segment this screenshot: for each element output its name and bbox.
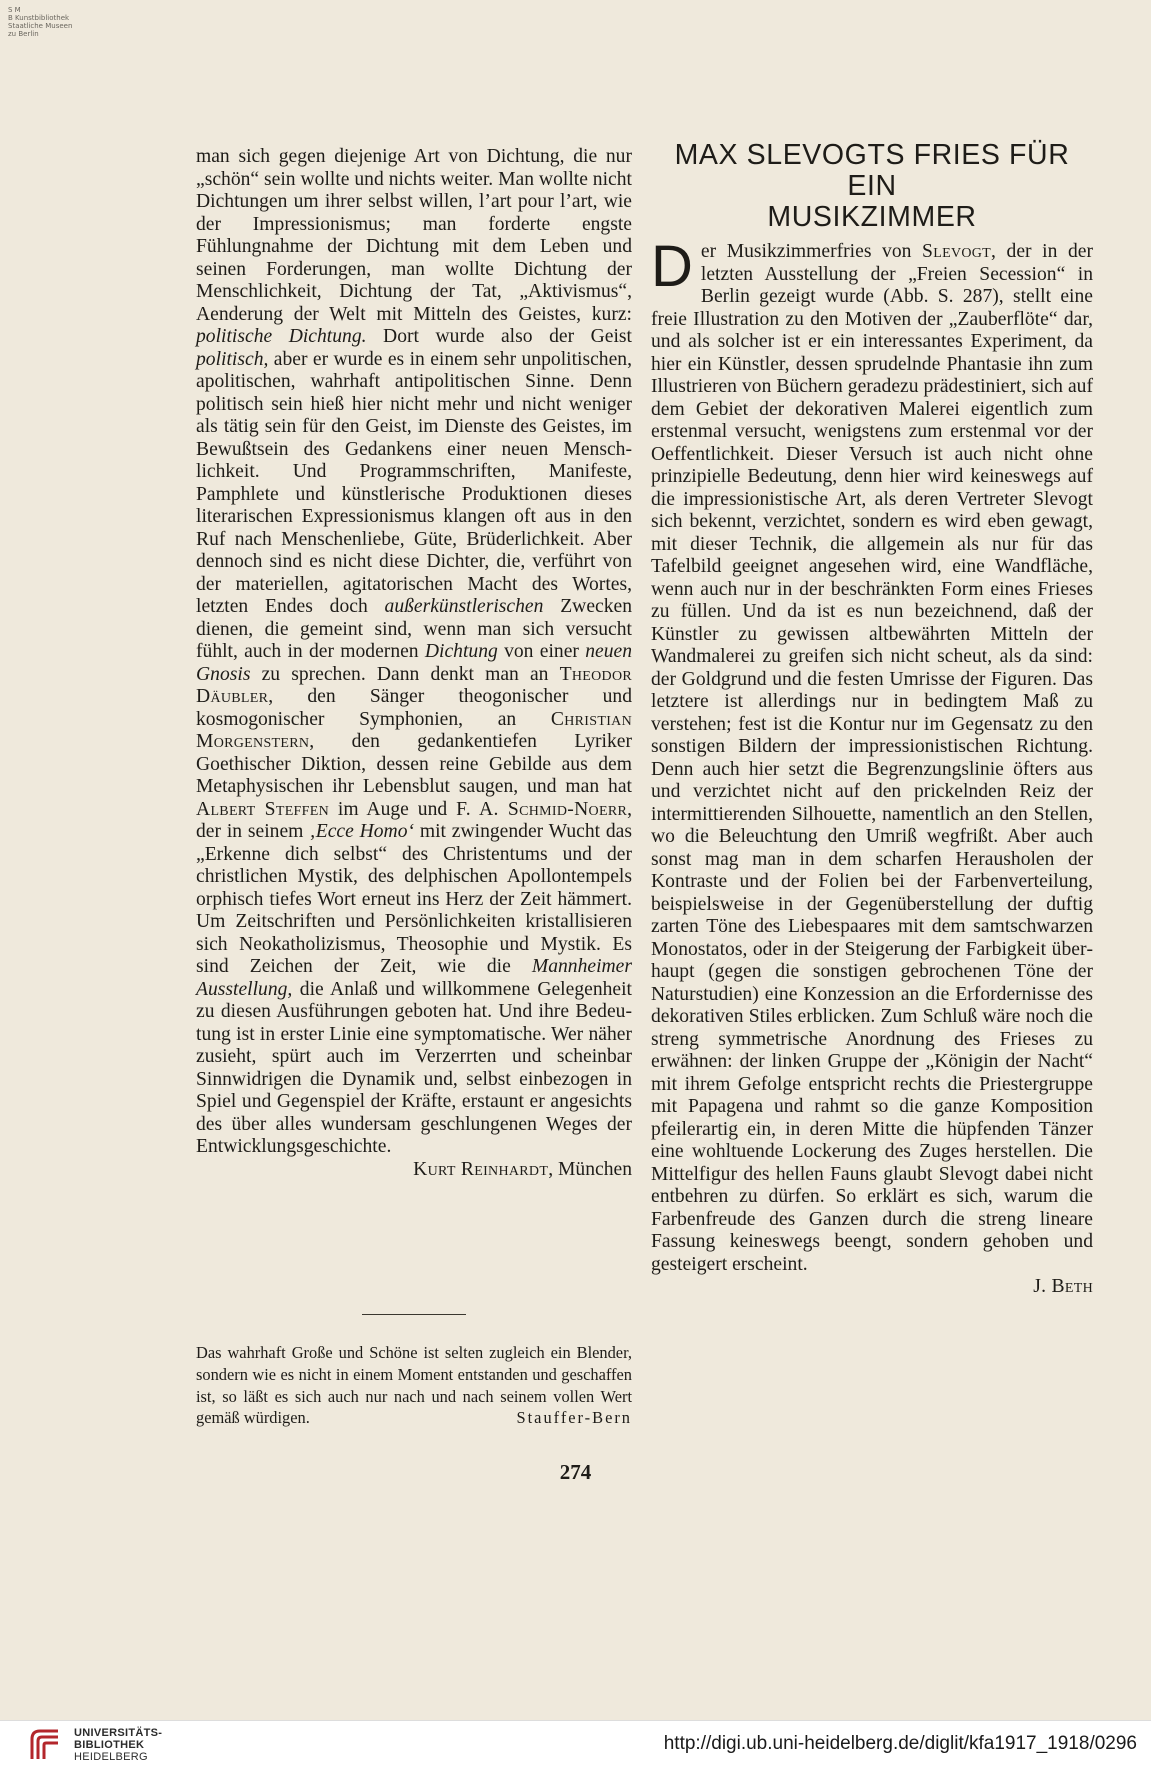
quote-author: Stauffer-Bern [516, 1408, 632, 1428]
right-article-text: Der Musikzimmerfries von Slevogt, der in der letzten Ausstellung der „Freien Secession“ in Berlin gezeigt wurde (Abb. S. 287), stellt eine freie Illustration zu den Motiven der „Zauberflöte“ dar, und als solcher ist er ein interessantes Experiment, da hier ein Künstler, dessen sprudelnde Phantasie ihn zum Illustrieren von Büchern geradezu prädestiniert, sich auf dem Gebiet der dekorativen Malerei eigentlich zum erstenmal versucht, wenigstens zum erstenmal vor der Oeffentlichkeit. Dieser Versuch ist auch nicht ohne prinzipielle Bedeutung, denn hier wird keineswegs auf die impressionistische Art, als deren Vertreter Slevogt sich bekennt, verzichtet, sondern es wird eben gewagt, mit dieser Technik, die allgemein als nur für das Tafelbild geeignet angesehen wird, eine Wandfläche, wenn auch nur in der beschränkten Form eines Frieses zu füllen. Und da ist es nun bezeichnend, daß der Künstler zu gewissen altbewährten Mitteln der Wandmalerei zu greifen sich nicht scheut, als da sind: der Goldgrund und die festen Umrisse der Figuren. Das letztere ist allerdings nur in bedingtem Maß zu verstehen; fest ist die Kontur nur im Gegensatz zu den sonstigen Bildern der impressionistischen Richtung. Denn auch hier setzt die Begrenzungslinie öfters aus und verzichtet nicht auf den prickelnden Reiz der intermittierenden Silhouette, namentlich an den Stellen, wo die Beleuchtung den Umriß wegfrißt. Aber auch sonst mag man in dem scharfen Herausholen der Kontraste und der Folien bei der Farbenverteilung, beispielsweise in der Gegenüberstellung der duftig zarten Töne des Liebespaares mit dem samtschwarzen Monostatos, oder in der Steigerung der Farbigkeit überhaupt (gegen die sonstigen gebrochenen Töne der Naturstudien) eine Konzession an die Erfordernisse des dekorativen Stiles erblicken. Zum Schluß wäre noch die streng symmetrische Anordnung des Frieses zu erwähnen: der linken Gruppe der „Königin der Nacht“ mit ihrem Gefolge entspricht rechts die Priestergruppe mit Papagena und rahmt so die ganze Komposition pfeilerartig ein, in deren Mitte die hüpfenden Tänzer eine wohltuende Lockerung des Zuges herstellen. Die Mittelfigur des hellen Fauns glaubt Slevogt dabei nicht entbehren zu dürfen. So erklärt es sich, warum die Farbenfreude des Ganzen durch die streng lineare Fassung keineswegs beengt, sondern gehoben und gesteigert erscheint. [651, 234, 1093, 1275]
quote-block: Das wahrhaft Große und Schöne ist selten zugleich ein Blender, sondern wie es nicht in einem Moment entstanden und geschaffen ist, so läßt es sich auch nur nach und nach seinem vollen Wert gemäß würdigen. Stauffer-Bern [196, 1343, 632, 1428]
drop-cap: D [651, 234, 693, 299]
library-stamp: S M B Kunstbibliothek Staatliche Museen zu Berlin [8, 6, 73, 38]
ub-heidelberg-logo-icon [26, 1725, 66, 1765]
footer-bar [0, 1720, 1151, 1769]
right-article-signature: J. Beth [1033, 1276, 1093, 1297]
left-column [196, 146, 632, 1181]
article-title: MAX SLEVOGTS FRIES FÜR EIN MUSIKZIMMER [674, 139, 1070, 233]
left-article-signature: Kurt Reinhardt, München [413, 1158, 632, 1180]
left-article-text: man sich gegen diejenige Art von Dichtung, die nur „schön“ sein wollte und nichts weiter. Man wollte nicht Dichtungen um ihrer selbst willen, l’art pour l’art, wie der Impressionismus; man forderte engste Fühlungnahme der Dichtung mit dem Leben und seinen Forderungen, man wollte Dichtung der Menschlichkeit, Dichtung der Tat, „Aktivismus“, Aenderung der Welt mit Mitteln des Geistes, kurz: politische Dichtung. Dort wurde also der Geist politisch, aber er wurde es in einem sehr unpolitischen, apolitischen, wahrhaft antipolitischen Sinne. Denn politisch sein hieß hier nicht mehr und nicht weniger als tätig sein für den Geist, im Dienste des Geistes, im Bewußtsein des Gedankens einer neuen Menschlichkeit. Und Programmschriften, Manifeste, Pamphlete und künstlerische Produktionen dieses literarischen Expressionismus klangen oft aus in den Ruf nach Menschenliebe, Güte, Brüderlichkeit. Aber dennoch sind es nicht diese Dichter, die, verführt von der materiellen, agitatorischen Macht des Wortes, letzten Endes doch außerkünstlerischen Zwecken dienen, die gemeint sind, wenn man sich versucht fühlt, auch in der modernen Dichtung von einer neuen Gnosis zu sprechen. Dann denkt man an Theodor Däubler, den Sänger theogonischer und kosmogonischer Symphonien, an Christian Morgenstern, den gedankentiefen Lyriker Goethischer Diktion, dessen reine Gebilde aus dem Metaphysischen ihr Lebensblut saugen, und man hat Albert Steffen im Auge und F. A. Schmid-Noerr, der in seinem ‚Ecce Homo‘ mit zwingender Wucht das „Erkenne dich selbst“ des Christentums und der christlichen Mystik, des delphischen Apollontempels orphisch tiefes Wort erneut ins Herz der Zeit hämmert. Um Zeitschriften und Persönlichkeiten kristallisieren sich Neokatholizismus, Theosophie und Mystik. Es sind Zeichen der Zeit, wie die Mannheimer Ausstellung, die Anlaß und willkommene Gelegenheit zu diesen Ausführungen geboten hat. Und ihre Bedeutung ist in erster Linie eine symptomatische. Wer näher zusieht, spürt auch im Verzerrten und scheinbar Sinnwidrigen die Dynamik und, selbst einbezogen in Spiel und Gegenspiel der Kräfte, erstaunt er angesichts des über alles wundersam geschlungenen Weges der Entwicklungsgeschichte. [196, 146, 633, 1157]
right-column [651, 140, 1093, 1299]
section-divider [362, 1314, 466, 1315]
source-url-link[interactable]: http://digi.ub.uni-heidelberg.de/diglit/kfa1917_1918/0296 [663, 1733, 1137, 1754]
library-name: UNIVERSITÄTS- BIBLIOTHEK HEIDELBERG [74, 1727, 163, 1763]
page-number: 274 [559, 1460, 592, 1484]
